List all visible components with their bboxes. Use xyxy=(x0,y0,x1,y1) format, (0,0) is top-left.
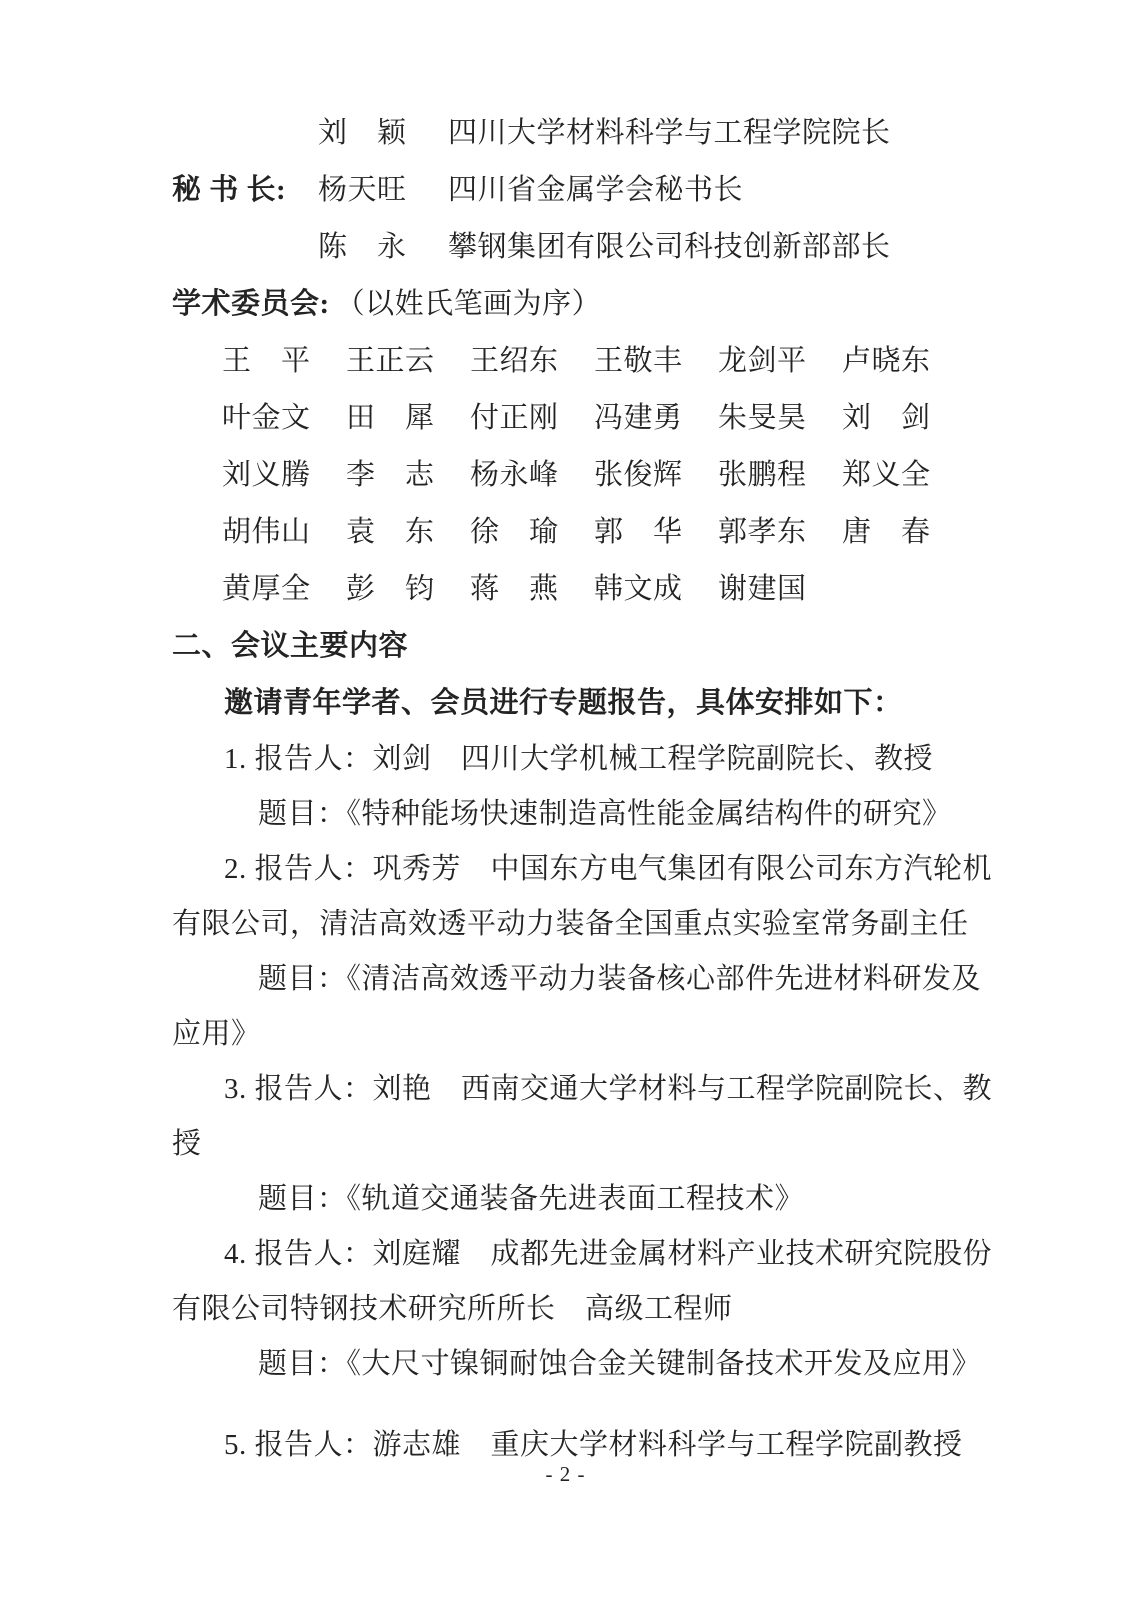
committee-name: 叶金文 xyxy=(222,402,311,434)
committee-name: 朱旻昊 xyxy=(718,402,807,434)
committee-name: 韩文成 xyxy=(594,573,683,605)
report-line: 有限公司，清洁高效透平动力装备全国重点实验室常务副主任 xyxy=(172,908,969,940)
committee-label-line xyxy=(172,276,968,333)
leader-title: 攀钢集团有限公司科技创新部部长 xyxy=(448,231,891,263)
report-line: 5. 报告人：游志雄 重庆大学材料科学与工程学院副教授 xyxy=(224,1429,963,1461)
report-line: 4. 报告人：刘庭耀 成都先进金属材料产业技术研究院股份 xyxy=(224,1238,993,1270)
committee-name: 彭 钧 xyxy=(346,573,435,605)
committee-note: （以姓氏笔画为序） xyxy=(335,288,602,320)
leader-label xyxy=(172,105,318,162)
committee-row xyxy=(172,561,968,618)
committee-name: 刘 剑 xyxy=(842,402,931,434)
section-intro: 邀请青年学者、会员进行专题报告，具体安排如下： xyxy=(224,687,903,719)
committee-row xyxy=(172,504,968,561)
committee-name: 郭孝东 xyxy=(718,516,807,548)
page-content xyxy=(172,105,993,1473)
committee-name: 袁 东 xyxy=(346,516,435,548)
report-line: 有限公司特钢技术研究所所长 高级工程师 xyxy=(172,1293,733,1325)
committee-row xyxy=(172,447,968,504)
committee-name: 杨永峰 xyxy=(470,459,559,491)
leader-line xyxy=(172,219,968,276)
leader-name: 刘 颖 xyxy=(318,117,407,149)
committee-row xyxy=(172,390,968,447)
committee-name: 唐 春 xyxy=(842,516,931,548)
committee-name: 张鹏程 xyxy=(718,459,807,491)
leader-label: 秘 书 长: xyxy=(172,174,287,206)
leader-name: 杨天旺 xyxy=(318,174,407,206)
report-line: 应用》 xyxy=(172,1018,261,1050)
committee-name: 黄厚全 xyxy=(222,573,311,605)
committee-name: 付正刚 xyxy=(470,402,559,434)
leader-lines xyxy=(172,105,968,276)
committee-name: 王绍东 xyxy=(470,345,559,377)
leader-title: 四川省金属学会秘书长 xyxy=(448,174,744,206)
committee-row xyxy=(172,333,968,390)
committee-name: 胡伟山 xyxy=(222,516,311,548)
committee-name: 郑义全 xyxy=(842,459,931,491)
leader-line xyxy=(172,162,968,219)
committee-name: 蒋 燕 xyxy=(470,573,559,605)
committee-name: 田 犀 xyxy=(346,402,435,434)
committee-name: 刘义腾 xyxy=(222,459,311,491)
committee-name: 王敬丰 xyxy=(594,345,683,377)
committee-grid xyxy=(172,333,968,618)
committee-name: 郭 华 xyxy=(594,516,683,548)
leader-line xyxy=(172,105,968,162)
report-line: 题目：《大尺寸镍铜耐蚀合金关键制备技术开发及应用》 xyxy=(258,1348,982,1380)
report-line: 1. 报告人：刘剑 四川大学机械工程学院副院长、教授 xyxy=(224,743,934,775)
committee-name: 冯建勇 xyxy=(594,402,683,434)
report-line: 授 xyxy=(172,1128,202,1160)
leader-label xyxy=(172,219,318,276)
report-line: 题目：《清洁高效透平动力装备核心部件先进材料研发及 xyxy=(258,963,982,995)
report-line: 题目：《轨道交通装备先进表面工程技术》 xyxy=(258,1183,805,1215)
committee-label: 学术委员会: xyxy=(172,288,330,320)
leader-title: 四川大学材料科学与工程学院院长 xyxy=(448,117,891,149)
committee-name: 张俊辉 xyxy=(594,459,683,491)
report-line: 2. 报告人：巩秀芳 中国东方电气集团有限公司东方汽轮机 xyxy=(224,853,993,885)
leader-name: 陈 永 xyxy=(318,231,407,263)
section-heading: 二、会议主要内容 xyxy=(172,630,409,662)
committee-name: 谢建国 xyxy=(718,573,807,605)
report-lines xyxy=(172,732,993,1473)
committee-name: 卢晓东 xyxy=(842,345,931,377)
committee-name: 龙剑平 xyxy=(718,345,807,377)
committee-name: 王 平 xyxy=(222,345,311,377)
committee-name: 徐 瑜 xyxy=(470,516,559,548)
committee-name: 李 志 xyxy=(346,459,435,491)
committee-name: 王正云 xyxy=(346,345,435,377)
page-number: - 2 - xyxy=(545,1462,586,1486)
report-line: 题目：《特种能场快速制造高性能金属结构件的研究》 xyxy=(258,798,952,830)
report-line: 3. 报告人：刘艳 西南交通大学材料与工程学院副院长、教 xyxy=(224,1073,993,1105)
